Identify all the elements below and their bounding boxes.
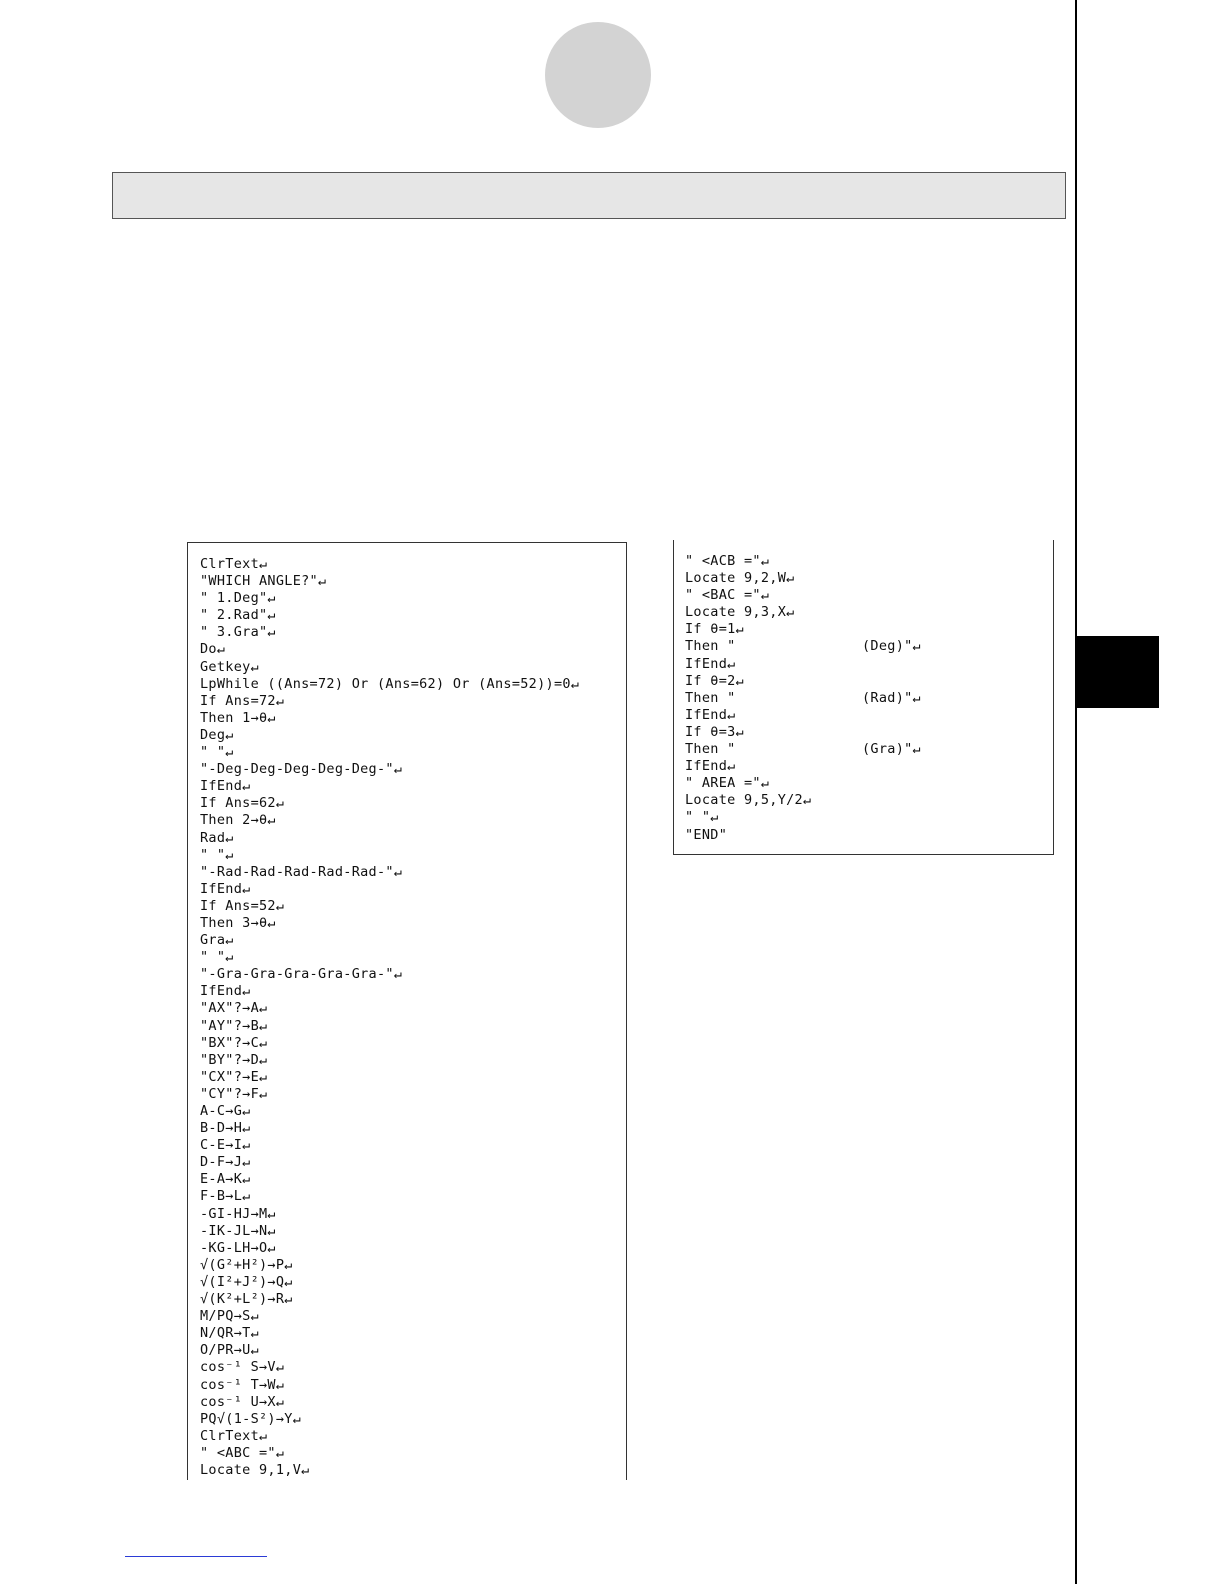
code-line: IfEnd↵ (685, 655, 736, 672)
code-line: √(G²+H²)→P↵ (200, 1256, 293, 1273)
code-line: -IK-JL→N↵ (200, 1222, 276, 1239)
code-line: cos⁻¹ S→V↵ (200, 1359, 285, 1376)
code-line: " 3.Gra"↵ (200, 624, 276, 641)
code-line: ClrText↵ (200, 1427, 268, 1444)
code-line: IfEnd↵ (200, 880, 251, 897)
code-line: cos⁻¹ T→W↵ (200, 1376, 285, 1393)
code-line: "CY"?→F↵ (200, 1085, 268, 1102)
code-line: " <BAC ="↵ (685, 587, 770, 604)
code-line: If θ=3↵ (685, 723, 744, 740)
program-lines-right (685, 553, 921, 844)
code-line: Rad↵ (200, 829, 234, 846)
code-line: Locate 9,1,V↵ (200, 1461, 310, 1478)
code-line: -GI-HJ→M↵ (200, 1205, 276, 1222)
code-line: Deg↵ (200, 726, 234, 743)
code-line: " <ACB ="↵ (685, 553, 770, 569)
code-line: If θ=1↵ (685, 621, 744, 638)
code-line: IfEnd↵ (200, 778, 251, 795)
code-line: Then " (Rad)"↵ (685, 689, 921, 706)
code-line: "CX"?→E↵ (200, 1068, 268, 1085)
program-lines-left (200, 556, 579, 1479)
code-line: IfEnd↵ (685, 758, 736, 775)
code-line: Then " (Deg)"↵ (685, 638, 921, 655)
code-line: Then 1→θ↵ (200, 709, 276, 726)
code-line: Do↵ (200, 641, 226, 658)
code-line: " <ABC ="↵ (200, 1444, 285, 1461)
code-line: PQ√(1-S²)→Y↵ (200, 1410, 302, 1427)
section-title-bar (112, 172, 1066, 219)
code-line: " "↵ (200, 744, 234, 761)
code-line: "AY"?→B↵ (200, 1017, 268, 1034)
code-line: "-Gra-Gra-Gra-Gra-Gra-"↵ (200, 966, 403, 983)
chapter-side-tab[interactable] (1077, 636, 1159, 708)
program-listing-right (673, 540, 1054, 855)
code-line: ClrText↵ (200, 556, 268, 572)
chapter-circle-marker (545, 22, 651, 128)
code-line: "-Deg-Deg-Deg-Deg-Deg-"↵ (200, 761, 403, 778)
code-line: "END" (685, 826, 728, 843)
code-line: N/QR→T↵ (200, 1325, 259, 1342)
code-line: If Ans=72↵ (200, 692, 285, 709)
code-line: Then " (Gra)"↵ (685, 741, 921, 758)
code-line: Gra↵ (200, 932, 234, 949)
program-listing-left (187, 542, 627, 1480)
code-line: E-A→K↵ (200, 1171, 251, 1188)
code-line: "BX"?→C↵ (200, 1034, 268, 1051)
code-line: LpWhile ((Ans=72) Or (Ans=62) Or (Ans=52))=0↵ (200, 675, 580, 692)
code-line: "AX"?→A↵ (200, 1000, 268, 1017)
code-line: IfEnd↵ (685, 706, 736, 723)
code-line: cos⁻¹ U→X↵ (200, 1393, 285, 1410)
code-line: " "↵ (200, 949, 234, 966)
code-line: √(K²+L²)→R↵ (200, 1291, 293, 1308)
code-line: If Ans=52↵ (200, 897, 285, 914)
code-line: Getkey↵ (200, 658, 259, 675)
page-right-border (1075, 0, 1077, 1584)
code-line: A-C→G↵ (200, 1103, 251, 1119)
code-line: " 2.Rad"↵ (200, 607, 276, 624)
code-line: F-B→L↵ (200, 1188, 251, 1205)
code-line: "WHICH ANGLE?"↵ (200, 573, 327, 590)
footer-link-underline[interactable] (125, 1556, 267, 1557)
code-line: "-Rad-Rad-Rad-Rad-Rad-"↵ (200, 863, 403, 880)
code-line: √(I²+J²)→Q↵ (200, 1273, 293, 1290)
code-line: " AREA ="↵ (685, 775, 770, 792)
code-line: " "↵ (200, 846, 234, 863)
code-line: B-D→H↵ (200, 1120, 251, 1137)
code-line: O/PR→U↵ (200, 1342, 259, 1359)
code-line: Then 2→θ↵ (200, 812, 276, 829)
code-line: -KG-LH→O↵ (200, 1239, 276, 1256)
code-line: Locate 9,2,W↵ (685, 570, 795, 587)
code-line: D-F→J↵ (200, 1154, 251, 1171)
code-line: Then 3→θ↵ (200, 914, 276, 931)
code-line: " 1.Deg"↵ (200, 590, 276, 607)
code-line: If Ans=62↵ (200, 795, 285, 812)
code-line: " "↵ (685, 809, 719, 826)
code-line: "BY"?→D↵ (200, 1051, 268, 1068)
code-line: C-E→I↵ (200, 1137, 251, 1154)
code-line: Locate 9,3,X↵ (685, 604, 795, 621)
code-line: M/PQ→S↵ (200, 1308, 259, 1325)
code-line: IfEnd↵ (200, 983, 251, 1000)
code-line: If θ=2↵ (685, 672, 744, 689)
code-line: Locate 9,5,Y/2↵ (685, 792, 812, 809)
